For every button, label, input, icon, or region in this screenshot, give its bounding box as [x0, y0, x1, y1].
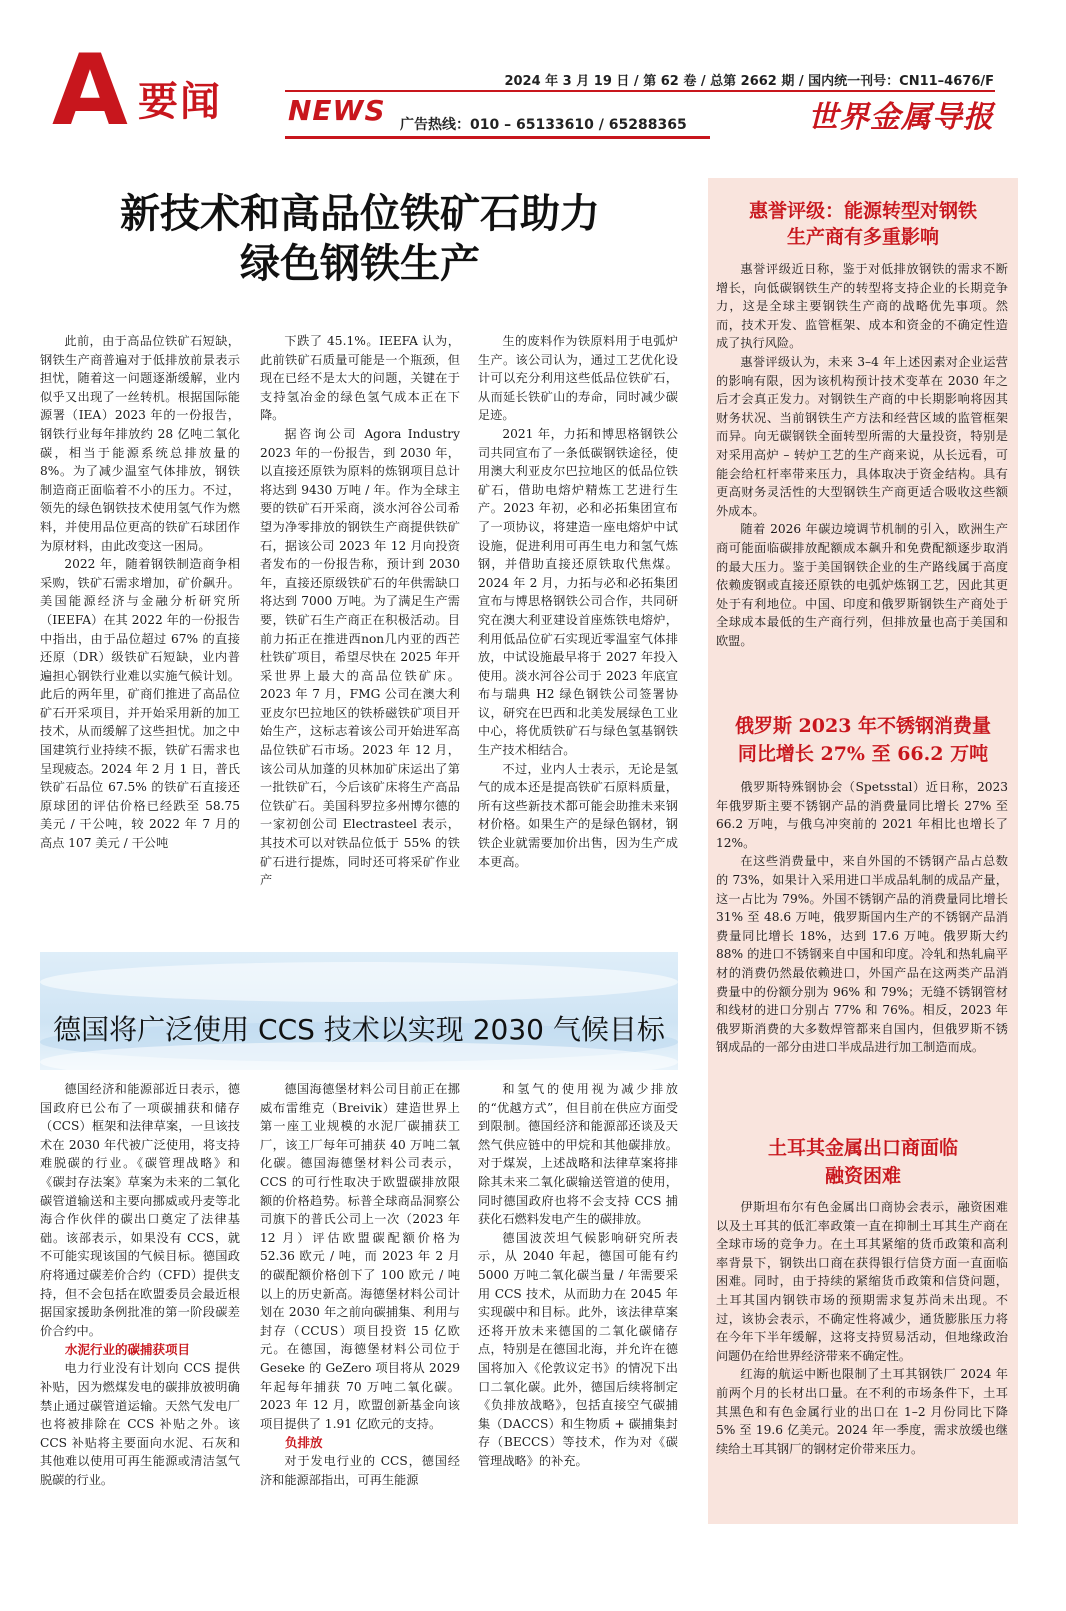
article1-title-line2: 绿色钢铁生产	[240, 240, 480, 287]
sidebar-story1-title-line1: 惠誉评级：能源转型对钢铁	[748, 200, 977, 222]
sidebar-story3-title-line1: 土耳其金属出口商面临	[767, 1137, 958, 1159]
sidebar-paragraph: 惠誉评级认为，未来 3–4 年上述因素对企业运营的影响有限，因为该机构预计技术变革在 2030 年之后才会真正发力。对钢铁生产商的中长期影响将因其财务状况、当前钢铁生产方法和经营区域的监管框架而异。向无碳钢铁全面转型所需的大量投资，特别是对采用高炉 – 转炉工艺的生产商来说，从长远看，可能会给杠杆率带来压力，具体取决于资金结构。具有更高财务灵活性的大型钢铁生产商更适合吸收这些额外成本。	[716, 354, 1008, 518]
article2-subhead-cement: 水泥行业的碳捕获项目	[65, 1342, 191, 1358]
sidebar-story3-title-line2: 融资困难	[824, 1165, 901, 1187]
article1-column-1	[40, 332, 240, 940]
sidebar-paragraph: 惠誉评级近日称，鉴于对低排放钢铁的需求不断增长，向低碳钢铁生产的转型将支持企业的长期竞争力，这是全球主要钢铁生产商的战略优先事项。然而，技术开发、监管框架、成本和资金的不确定性造成了执行风险。	[716, 262, 1008, 351]
sidebar-story1-title-line2: 生产商有多重影响	[786, 226, 939, 248]
sidebar-paragraph: 红海的航运中断也限制了土耳其钢铁厂 2024 年前两个月的长材出口量。在不利的市场条件下，土耳其黑色和有色金属行业的出口在 1–2 月份同比下降 5% 至 19.6 亿美元。2024 年一季度，需求放缓也继续给土耳其钢厂的钢材定价带来压力。	[716, 1367, 1008, 1456]
sidebar-story2-body	[716, 778, 1008, 1118]
article1-paragraph: 据咨询公司 Agora Industry 2023 年的一份报告，到 2030 年，以直接还原铁为原料的炼钢项目总计将达到 9430 万吨 / 年。作为全球主要的铁矿石开采商，淡水河谷公司希望为净零排放的钢铁生产商提供铁矿石，据该公司 2023 年 12 月向投资者发布的一份报告称，预计到 2030 年，直接还原级铁矿石的年供需缺口将达到 7000 万吨。为了满足生产需要，铁矿石生产商正在积极活动。目前力拓正在推进西non几内亚的西芒杜铁矿项目，希望尽快在 2025 年开采世界上最大的高品位铁矿床。2023 年 7 月，FMG 公司在澳大利亚皮尔巴拉地区的铁桥磁铁矿项目开始生产，这标志着该公司开始进军高品位铁矿石市场。2023 年 12 月，该公司从加蓬的贝林加矿床运出了第一批铁矿石，今后该矿床将生产高品位铁矿石。美国科罗拉多州博尔德的一家初创公司 Electrasteel 表示，其技术可以对铁品位低于 55% 的铁矿石进行提炼，同时还可将采矿作业产	[260, 426, 460, 888]
newspaper-logo: 世界金属导报	[808, 100, 994, 135]
article2-paragraph: 德国经济和能源部近日表示，德国政府已公布了一项碳捕获和储存（CCS）框架和法律草案，一旦该技术在 2030 年代被广泛使用，将支持难脱碳的行业。《碳管理战略》和《碳封存法案》草案为未来的二氧化碳管道输送和主要向挪威或丹麦等北海合作伙伴的碳出口奠定了法律基础。该部表示，如果没有 CCS，就不可能实现该国的气候目标。德国政府将通过碳差价合约（CFD）提供支持，但不会包括在欧盟委员会最近根据国家援助条例批准的第一阶段碳差价合约中。	[40, 1082, 240, 1338]
article2-column-2	[260, 1080, 460, 1528]
article2-paragraph: 德国波茨坦气候影响研究所表示，从 2040 年起，德国可能有约 5000 万吨二氧化碳当量 / 年需要采用 CCS 技术，从而助力在 2045 年实现碳中和目标。此外，该法律草案还将开放未来德国的二氧化碳储存点，特别是在德国北海，并允许在德国将加入《伦敦议定书》的情况下出口二氧化碳。此外，德国后续将制定《负排放战略》，包括直接空气碳捕集（DACCS）和生物质 + 碳捕集封存（BECCS）等技术，作为对《碳管理战略》的补充。	[478, 1230, 678, 1468]
article1-column-2	[260, 332, 460, 940]
sidebar-paragraph: 俄罗斯特殊钢协会（Spetsstal）近日称，2023 年俄罗斯主要不锈钢产品的消费量同比增长 27% 至 66.2 万吨，与俄乌冲突前的 2021 年相比也增长了 12%。	[716, 780, 1008, 850]
article1-paragraph: 2022 年，随着钢铁制造商争相采购，铁矿石需求增加，矿价飙升。美国能源经济与金融分析研究所（IEEFA）在其 2022 年的一份报告中指出，由于品位超过 67% 的直接还原（DR）级铁矿石短缺，业内普遍担心钢铁行业难以实施气候计划。此后的两年里，矿商们推进了高品位矿石开采项目，并开始采用新的加工技术，从而缓解了这些担忧。加之中国建筑行业持续不振，铁矿石需求也呈现疲态。2024 年 2 月 1 日，普氏铁矿石品位 67.5% 的铁矿石直接还原球团的评估价格已经跌至 58.75 美元 / 干公吨，较 2022 年 7 月的高点 107 美元 / 干公吨	[40, 557, 240, 851]
sidebar-story3-body	[716, 1198, 1008, 1520]
section-letter: A	[52, 34, 128, 148]
article1-paragraph: 此前，由于高品位铁矿石短缺，钢铁生产商普遍对于低排放前景表示担忧，随着这一问题逐渐缓解，业内似乎又出现了一丝转机。根据国际能源署（IEA）2023 年的一份报告，钢铁行业每年排放约 28 亿吨二氧化碳，相当于能源系统总排放量的 8%。为了减少温室气体排放，钢铁制造商正面临着不小的压力。不过，领先的绿色钢铁技术使用氢气作为燃料，并使用品位更高的铁矿石球团作为原材料，由此改变这一困局。	[40, 334, 240, 553]
article2-subhead-negative-emissions: 负排放	[285, 1435, 323, 1451]
sidebar-paragraph: 随着 2026 年碳边境调节机制的引入，欧洲生产商可能面临碳排放配额成本飙升和免费配额逐步取消的最大压力。鉴于美国钢铁企业的生产路线属于高度依赖废钢或直接还原铁的电弧炉炼钢工艺，因此其更处于有利地位。中国、印度和俄罗斯钢铁生产商处于全球成本最低的生产商行列，但排放量也高于美国和欧盟。	[716, 522, 1008, 648]
article2-paragraph: 对于发电行业的 CCS，德国经济和能源部指出，可再生能源	[260, 1454, 460, 1487]
article2-column-1	[40, 1080, 240, 1528]
sidebar-paragraph: 在这些消费量中，来自外国的不锈钢产品占总数的 73%，如果计入采用进口半成品轧制的成品产量，这一占比为 79%。外国不锈钢产品的消费量同比增长 31% 至 48.6 万吨，俄罗斯国内生产的不锈钢产品消费量同比增长 18%，达到 17.6 万吨。俄罗斯大约 88% 的进口不锈钢来自中国和印度。冷轧和热轧扁平材的消费仍然最依赖进口，外国产品在这两类产品消费量中的份额分别为 96% 和 79%；无缝不锈钢管材和线材的进口分别占 77% 和 76%。相反，2023 年俄罗斯消费的大多数焊管都来自国内，但俄罗斯不锈钢成品的一部分由进口半成品进行加工制造而成。	[716, 854, 1008, 1055]
article1-column-3	[478, 332, 678, 940]
news-label: NEWS	[288, 94, 386, 127]
section-title: 要闻	[138, 79, 222, 125]
sidebar-story2-title-line2: 同比增长 27% 至 66.2 万吨	[737, 743, 989, 765]
article1-title-line1: 新技术和高品位铁矿石助力	[120, 190, 600, 237]
article1-paragraph: 下跌了 45.1%。IEEFA 认为，此前铁矿石质量可能是一个瓶颈，但现在已经不是太大的问题，关键在于支持氢冶金的绿色氢气成本正在下降。	[260, 334, 460, 423]
article1-paragraph: 生的废料作为铁原料用于电弧炉生产。该公司认为，通过工艺优化设计可以充分利用这些低品位铁矿石，从而延长铁矿山的寿命，同时减少碳足迹。	[478, 334, 678, 423]
sidebar-paragraph: 伊斯坦布尔有色金属出口商协会表示，融资困难以及土耳其的低汇率政策一直在抑制土耳其生产商在全球市场的竞争力。在土耳其紧缩的货币政策和高利率背景下，钢铁出口商在获得银行信贷方面一直面临困难。同时，由于持续的紧缩货币政策和信贷问题，土耳其国内钢铁市场的预期需求复苏尚未出现。不过，该协会表示，不确定性将减少，通货膨胀压力将在今年下半年缓解，这将支持贸易活动，但地缘政治问题仍在给世界经济带来不确定性。	[716, 1200, 1008, 1363]
sidebar-story2-title-line1: 俄罗斯 2023 年不锈钢消费量	[734, 715, 992, 737]
sidebar-story1-body	[716, 260, 1008, 696]
article2-paragraph: 德国海德堡材料公司目前正在挪威布雷维克（Breivik）建造世界上第一座工业规模的水泥厂碳捕获工厂，该工厂每年可捕获 40 万吨二氧化碳。德国海德堡材料公司表示，CCS 的可行性取决于欧盟碳排放限额的价格趋势。标普全球商品洞察公司旗下的普氏公司上一次（2023 年 12 月）评估欧盟碳配额价格为 52.36 欧元 / 吨，而 2023 年 2 月的碳配额价格创下了 100 欧元 / 吨以上的历史新高。海德堡材料公司计划在 2030 年之前向碳捕集、利用与封存（CCUS）项目投资 15 亿欧元。在德国，海德堡材料公司位于 Geseke 的 GeZero 项目将从 2029 年起每年捕获 70 万吨二氧化碳。2023 年 12 月，欧盟创新基金向该项目提供了 1.91 亿欧元的支持。	[260, 1082, 460, 1431]
article1-paragraph: 2021 年，力拓和博思格钢铁公司共同宣布了一条低碳钢铁途径，使用澳大利亚皮尔巴拉地区的低品位铁矿石，借助电熔炉精炼工艺进行生产。2023 年初，必和必拓集团宣布了一项协议，将建造一座电熔炉中试设施，促进利用可再生电力和氢气炼钢，并借助直接还原铁取代焦煤。2024 年 2 月，力拓与必和必拓集团宣布与博思格钢铁公司合作，共同研究在澳大利亚建设首座炼铁电熔炉，利用低品位矿石实现近零温室气体排放，中试设施最早将于 2027 年投入使用。淡水河谷公司于 2023 年底宣布与瑞典 H2 绿色钢铁公司签署协议，研究在巴西和北美发展绿色工业中心，将优质铁矿石与绿色氢基钢铁生产技术相结合。	[478, 426, 678, 758]
ad-hotline: 广告热线：010 – 65133610 / 65288365	[400, 117, 687, 133]
article2-paragraph: 和氢气的使用视为减少排放的“优越方式”，但目前在供应方面受到限制。德国经济和能源部还谈及天然气供应链中的甲烷和其他碳排放。对于煤炭，上述战略和法律草案将排除其未来二氧化碳输送管道的使用，同时德国政府也将不会支持 CCS 捕获化石燃料发电产生的碳排放。	[478, 1082, 678, 1227]
article2-title: 德国将广泛使用 CCS 技术以实现 2030 气候目标	[53, 1013, 665, 1046]
masthead-rule-bottom	[285, 136, 710, 139]
issue-info: 2024 年 3 月 19 日 / 第 62 卷 / 总第 2662 期 / 国内统一刊号：CN11–4676/F	[504, 74, 994, 89]
article1-paragraph: 不过，业内人士表示，无论是氢气的成本还是提高铁矿石原料质量，所有这些新技术都可能会助推未来钢材价格。如果生产的是绿色钢材，钢铁企业就需要加价出售，因为生产成本更高。	[478, 761, 678, 869]
article2-column-3	[478, 1080, 678, 1528]
article2-paragraph: 电力行业没有计划向 CCS 提供补贴，因为燃煤发电的碳排放被明确禁止通过碳管道运输。天然气发电厂也将被排除在 CCS 补贴之外。该 CCS 补贴将主要面向水泥、石灰和其他难以使用可再生能源或清洁氢气脱碳的行业。	[40, 1361, 240, 1487]
banner-wave	[40, 962, 678, 1002]
